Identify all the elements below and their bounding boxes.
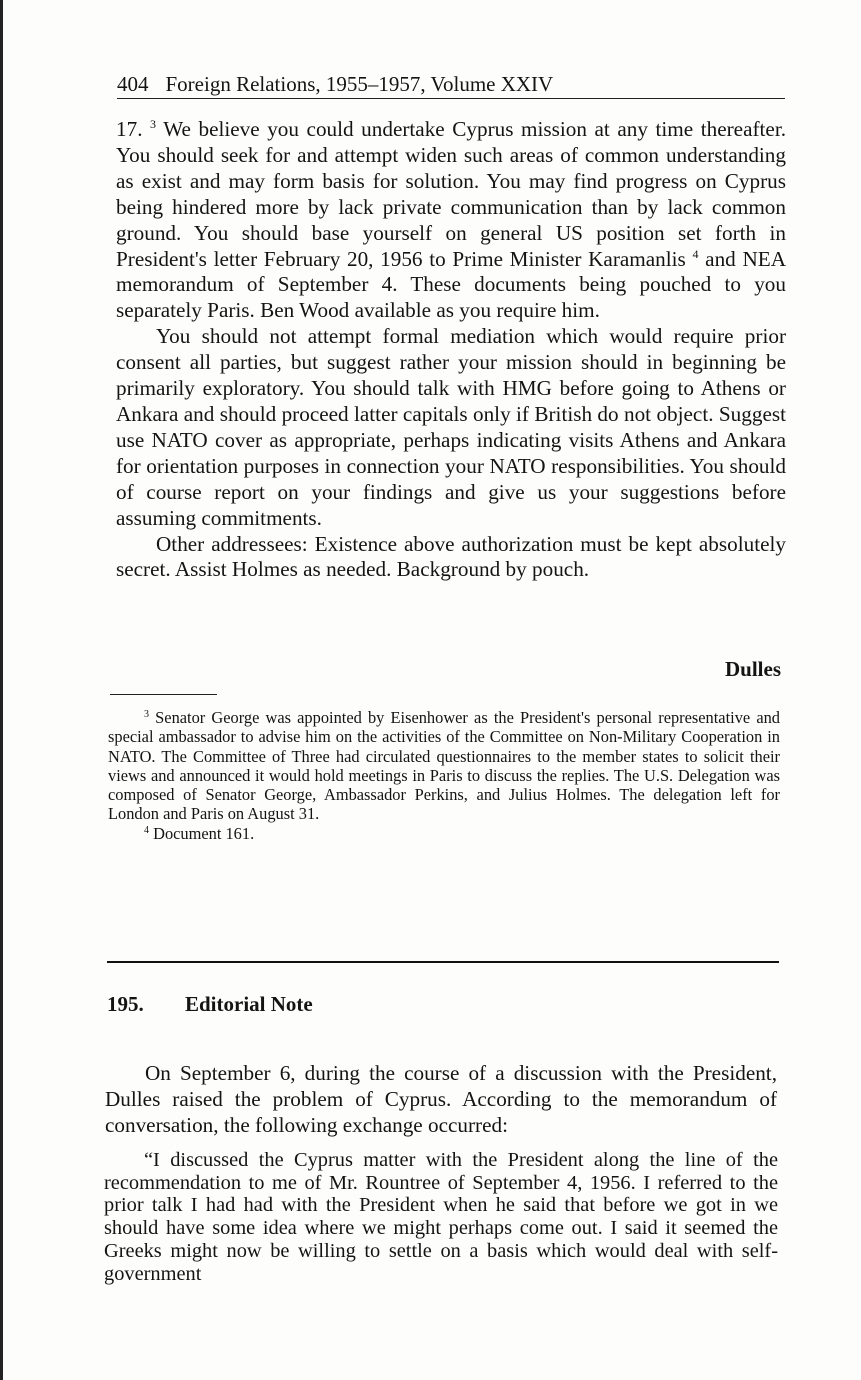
- paragraph-2: You should not attempt formal mediation which would require prior consent all parties, but suggest rather your mission should in beginning be primarily exploratory. You should talk with HMG before going to Athens or Ankara and should proceed latter capitals only if British do not object. Suggest use NATO cover as appropriate, perhaps indicating visits Athens and Ankara for orientation purposes in connection your NATO responsibilities. You should of course report on your findings and give us your suggestions before assuming commitments.: [116, 324, 786, 530]
- page-number: 404: [117, 72, 149, 96]
- footnote-rule: [110, 694, 217, 695]
- footnote-ref-3[interactable]: 3: [150, 117, 157, 131]
- editorial-intro: [105, 1061, 777, 1139]
- paragraph-3: Other addressees: Existence above authorization must be kept absolutely secret. Assist Holmes as needed. Background by pouch.: [116, 531, 786, 582]
- running-header: [117, 70, 785, 99]
- paragraph-1: [116, 117, 786, 324]
- footnote-text: Document 161.: [153, 823, 255, 843]
- running-title: Foreign Relations, 1955–1957, Volume XXIV: [165, 72, 554, 96]
- intro-paragraph: On September 6, during the course of a discussion with the President, Dulles raised the problem of Cyprus. According to the memorandum of conversation, the following exchange occurred:: [105, 1061, 777, 1137]
- section-divider: [107, 961, 779, 963]
- paragraph-1-text: We believe you could undertake Cyprus mission at any time thereafter. You should seek for and attempt widen such areas of common understanding as exist and may form basis for solution. You may find progress on Cyprus being hindered more by lack private communication than by lack common ground. You should base yourself on general US position set forth in President's letter February 20, 1956 to Prime Minister Karamanlis: [116, 117, 787, 271]
- section-title: Editorial Note: [185, 992, 313, 1016]
- paragraph-number: 17.: [116, 117, 143, 141]
- footnotes: [108, 708, 780, 843]
- footnote-mark: 4: [144, 824, 149, 836]
- section-heading: [107, 992, 313, 1017]
- quoted-memorandum: [104, 1149, 778, 1285]
- telegram-body: [116, 117, 786, 583]
- footnote-4: [108, 824, 780, 843]
- page-edge: [0, 0, 3, 1380]
- section-number: 195.: [107, 992, 144, 1016]
- footnote-mark: 3: [144, 709, 149, 720]
- footnote-3: [108, 708, 780, 824]
- footnote-ref-4[interactable]: 4: [692, 246, 699, 261]
- paragraph-1-text-cont: and NEA memorandum of September 4. These documents being pouched to you separately Paris. Ben Wood available as you require him.: [116, 246, 787, 323]
- footnote-text: Senator George was appointed by Eisenhower as the President's personal representative and special ambassador to advise him on the activities of the Committee on Non-Military Cooperation in NATO. The Committee of Three had circulated questionnaires to the member states to solicit their views and announced it would hold meetings in Paris to discuss the replies. The U.S. Delegation was composed of Senator George, Ambassador Perkins, and Julius Holmes. The delegation left for London and Paris on August 31.: [108, 708, 780, 824]
- quote-paragraph: “I discussed the Cyprus matter with the President along the line of the recommendation to me of Mr. Rountree of September 4, 1956. I referred to the prior talk I had had with the President when he said that before we got in we should have some idea where we might perhaps come out. I said it seemed the Greeks might now be willing to settle on a basis which would deal with self-government: [104, 1149, 778, 1285]
- signature: Dulles: [724, 657, 781, 681]
